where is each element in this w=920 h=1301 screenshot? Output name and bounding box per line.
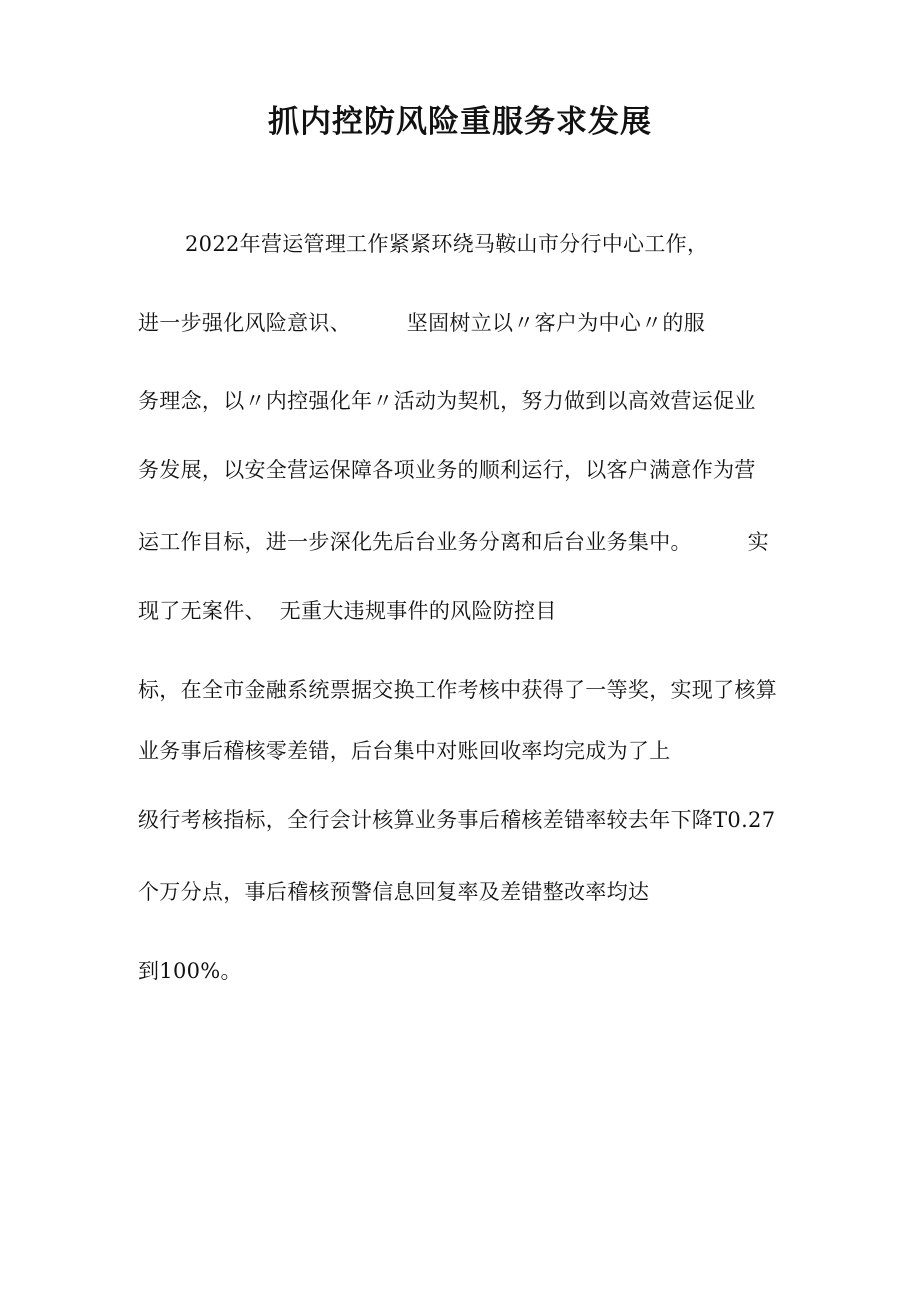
document-title: 抓内控防风险重服务求发展 <box>268 104 652 140</box>
body-line: 进一步强化风险意识、 坚固树立以〃客户为中心〃的服 <box>138 311 705 335</box>
body-line: 级行考核指标，全行会计核算业务事后稽核差错率较去年下降T0.27 <box>138 808 776 832</box>
body-line: 现了无案件、 无重大违规事件的风险防控目 <box>138 599 557 623</box>
body-line: 运工作目标，进一步深化先后台业务分离和后台业务集中。 实 <box>138 530 769 554</box>
body-line: 个万分点，事后稽核预警信息回复率及差错整改率均达 <box>138 880 650 904</box>
body-line: 到100%。 <box>138 959 242 983</box>
body-line: 2022年营运管理工作紧紧环绕马鞍山市分行中心工作， <box>185 232 709 256</box>
body-line: 务发展，以安全营运保障各项业务的顺利运行，以客户满意作为营 <box>138 458 756 482</box>
body-line: 标，在全市金融系统票据交换工作考核中获得了一等奖，实现了核算 <box>138 678 777 702</box>
body-line: 业务事后稽核零差错，后台集中对账回收率均完成为了上 <box>138 739 671 763</box>
body-line: 务理念，以〃内控强化年〃活动为契机，努力做到以高效营运促业 <box>138 389 756 413</box>
